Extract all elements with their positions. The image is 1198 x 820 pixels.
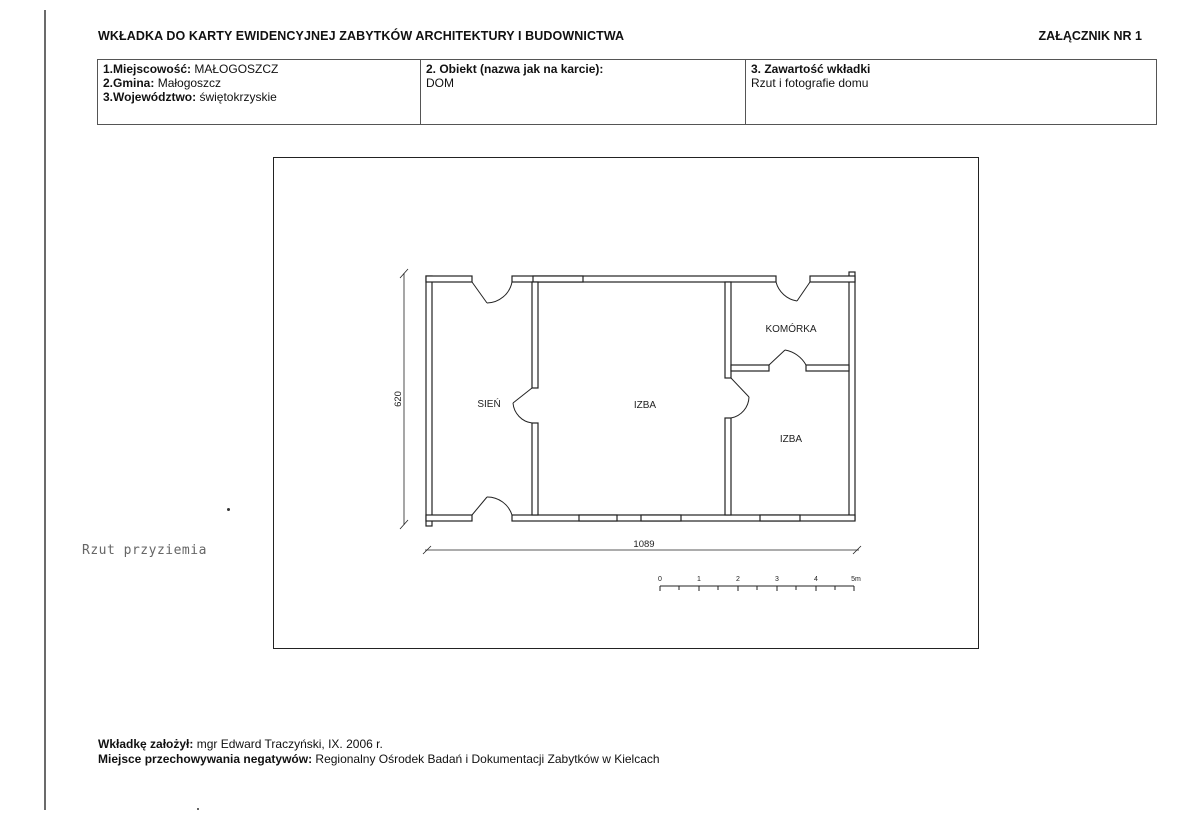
page-title: WKŁADKA DO KARTY EWIDENCYJNEJ ZABYTKÓW ARCHITEKTURY I BUDOWNICTWA <box>98 29 625 43</box>
doors <box>472 282 810 515</box>
object-value: DOM <box>426 76 454 90</box>
scale-label: 5m <box>851 576 861 583</box>
content-value: Rzut i fotografie domu <box>751 76 869 90</box>
locality-label: 1.Miejscowość: <box>103 62 192 76</box>
locality-row <box>103 62 415 76</box>
dimension-lines <box>400 269 861 554</box>
binding-line <box>44 10 46 810</box>
commune-row <box>103 76 415 90</box>
room-label-sien: SIEŃ <box>477 399 501 410</box>
object-cell <box>421 60 746 125</box>
room-label-komorka: KOMÓRKA <box>765 324 817 335</box>
voivodeship-label: 3.Województwo: <box>103 90 197 104</box>
annex-number: ZAŁĄCZNIK NR 1 <box>1038 29 1142 43</box>
dimension-height-label: 620 <box>393 391 404 407</box>
plan-caption: Rzut przyziemia <box>82 543 207 558</box>
object-label: 2. Obiekt (nazwa jak na karcie): <box>426 62 604 76</box>
founder-value: mgr Edward Traczyński, IX. 2006 r. <box>196 737 383 751</box>
founder-row <box>98 737 660 752</box>
scale-label: 2 <box>736 576 740 583</box>
floor-plan <box>273 157 977 647</box>
storage-value: Regionalny Ośrodek Badań i Dokumentacji Zabytków w Kielcach <box>315 752 660 766</box>
scan-speck <box>227 508 230 511</box>
founder-label: Wkładkę założył: <box>98 737 194 751</box>
scale-bar <box>660 586 854 591</box>
commune-value: Małogoszcz <box>157 76 222 90</box>
interior-walls <box>532 282 849 515</box>
storage-row <box>98 752 660 767</box>
scale-label: 3 <box>775 576 779 583</box>
location-cell <box>98 60 421 125</box>
voivodeship-row <box>103 90 415 104</box>
info-table <box>97 59 1157 125</box>
scale-label: 0 <box>658 576 662 583</box>
scale-label: 4 <box>814 576 818 583</box>
locality-value: MAŁOGOSZCZ <box>194 62 279 76</box>
scan-speck <box>197 808 199 810</box>
storage-label: Miejsce przechowywania negatywów: <box>98 752 313 766</box>
commune-label: 2.Gmina: <box>103 76 155 90</box>
room-label-izba-main: IZBA <box>633 400 657 411</box>
dimension-width-label: 1089 <box>633 539 655 550</box>
voivodeship-value: świętokrzyskie <box>199 90 277 104</box>
room-label-izba-side: IZBA <box>779 434 803 445</box>
scale-label: 1 <box>697 576 701 583</box>
content-label: 3. Zawartość wkładki <box>751 62 871 76</box>
footer <box>98 737 660 767</box>
content-cell <box>746 60 1157 125</box>
